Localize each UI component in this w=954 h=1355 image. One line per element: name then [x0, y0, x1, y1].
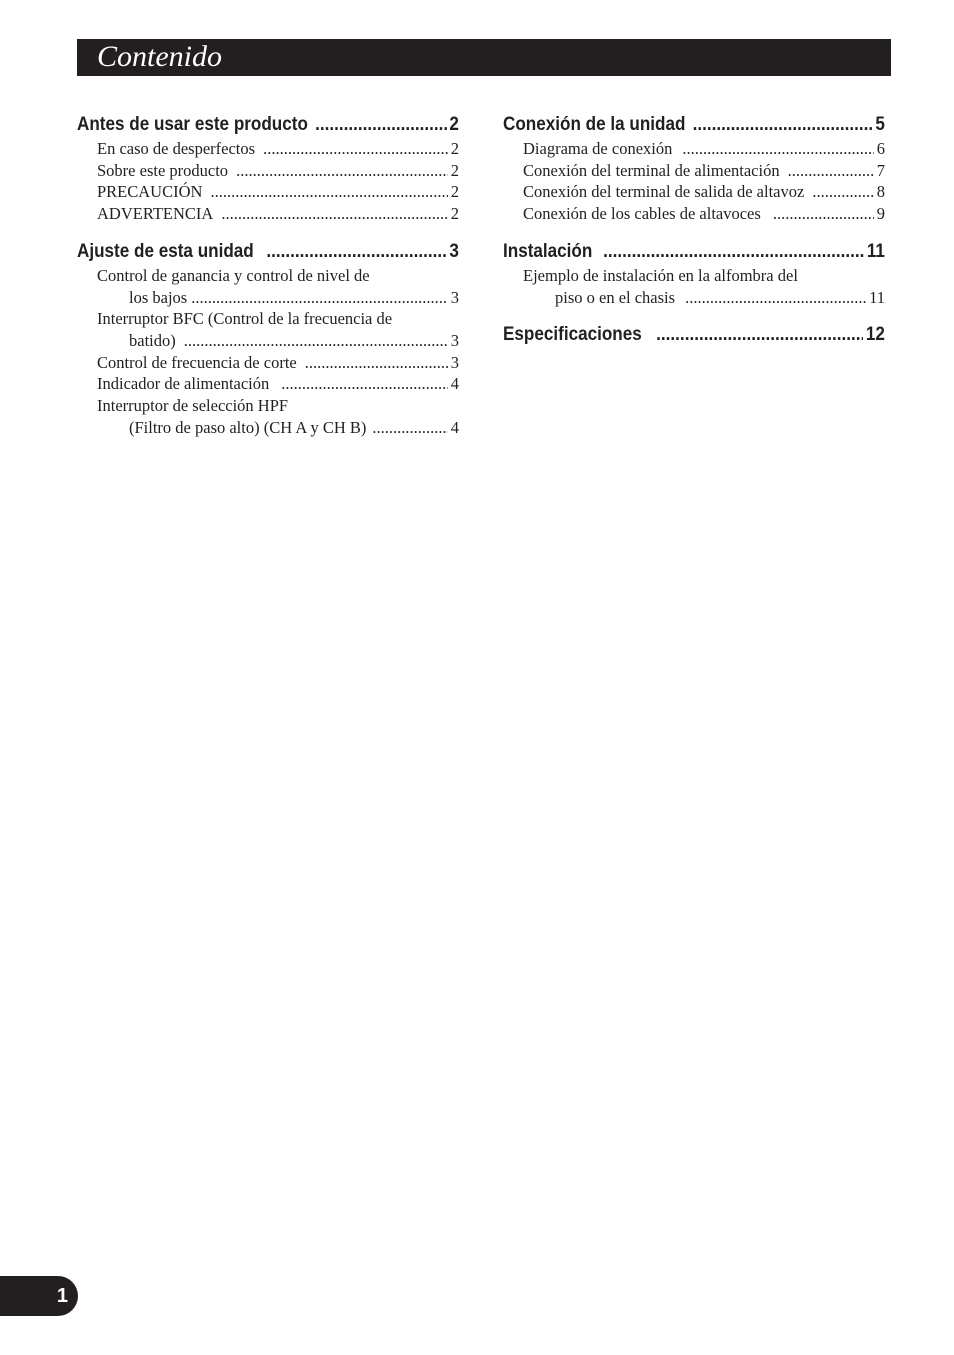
- toc-item-label: Indicador de alimentación: [97, 374, 270, 394]
- toc-item-page: 7: [876, 160, 885, 180]
- toc-item-label-line1: Ejemplo de instalación en la alfombra del: [523, 265, 798, 285]
- toc-heading[interactable]: [503, 322, 885, 348]
- toc-item[interactable]: [77, 203, 459, 225]
- toc-item[interactable]: [77, 352, 459, 374]
- toc-heading[interactable]: [503, 112, 885, 138]
- toc-section: [503, 239, 885, 308]
- toc-item-label: ADVERTENCIA: [97, 204, 214, 224]
- toc-heading-label: Antes de usar este producto: [77, 114, 308, 135]
- toc-heading-page: 12: [865, 324, 885, 346]
- toc-item-label-line1: Interruptor BFC (Control de la frecuencia de: [97, 309, 393, 329]
- toc-item[interactable]: [503, 138, 885, 160]
- toc-item-page: 4: [450, 417, 459, 437]
- toc-section: [77, 112, 459, 225]
- toc-heading[interactable]: [503, 239, 885, 265]
- toc-item-label: batido): [129, 330, 176, 350]
- toc-item-page: 4: [450, 374, 459, 394]
- toc-item[interactable]: [503, 160, 885, 182]
- toc-item[interactable]: [503, 203, 885, 225]
- toc-item-label: Control de frecuencia de corte: [97, 352, 297, 372]
- toc-heading[interactable]: [77, 112, 459, 138]
- toc-item-page: 2: [450, 139, 459, 158]
- toc-column-left: [77, 112, 459, 452]
- toc-item-page: 3: [450, 287, 459, 307]
- toc-item[interactable]: [77, 395, 459, 438]
- page-title: Contenido: [97, 40, 222, 73]
- toc-item-page: 8: [876, 182, 885, 202]
- toc-item[interactable]: [77, 373, 459, 395]
- toc-item-label: Sobre este producto: [97, 160, 229, 180]
- toc-item-page: 9: [876, 204, 885, 224]
- toc-section: [77, 239, 459, 439]
- toc-item-page: 3: [450, 352, 459, 372]
- title-bar: [77, 39, 891, 76]
- page-number-badge: [0, 1276, 78, 1316]
- toc-section: [503, 322, 885, 348]
- toc-heading[interactable]: [77, 239, 459, 265]
- toc-heading-page: 11: [866, 240, 885, 262]
- toc-heading-page: 2: [449, 114, 459, 135]
- toc-item-page: 2: [450, 160, 459, 180]
- toc-item-page: 2: [450, 182, 459, 202]
- page-number: 1: [56, 1285, 68, 1307]
- toc-item-label: (Filtro de paso alto) (CH A y CH B): [129, 417, 367, 437]
- toc-item-label: En caso de desperfectos: [97, 139, 256, 158]
- toc-item-label-line1: Interruptor de selección HPF: [97, 396, 289, 416]
- toc-item-label: Conexión de los cables de altavoces: [523, 204, 761, 224]
- toc-item[interactable]: [77, 138, 459, 160]
- toc-heading-page: 5: [875, 114, 885, 135]
- toc-heading-label: Conexión de la unidad: [503, 114, 686, 135]
- toc-item[interactable]: [503, 265, 885, 308]
- toc-item[interactable]: [77, 181, 459, 203]
- toc-item[interactable]: [77, 160, 459, 182]
- toc-item-page: 3: [450, 330, 459, 350]
- toc-item-label: Conexión del terminal de alimentación: [523, 160, 780, 180]
- toc-item-label: Diagrama de conexión: [523, 139, 673, 158]
- toc-heading-label: Especificaciones: [503, 324, 642, 346]
- toc-item-label-line1: Control de ganancia y control de nivel de: [97, 265, 370, 285]
- toc-item-label: Conexión del terminal de salida de altavoz: [523, 182, 805, 202]
- toc-heading-label: Instalación: [503, 240, 593, 262]
- toc-column-right: [503, 112, 885, 362]
- toc-item-page: 6: [876, 139, 885, 158]
- toc-heading-page: 3: [449, 240, 459, 262]
- toc-item-label: los bajos: [129, 287, 188, 307]
- toc-item-label: PRECAUCIÓN: [97, 182, 203, 202]
- toc-section: [503, 112, 885, 225]
- toc-item-label: piso o en el chasis: [555, 287, 676, 307]
- toc-heading-label: Ajuste de esta unidad: [77, 240, 254, 262]
- toc-item[interactable]: [503, 181, 885, 203]
- toc-item-page: 2: [450, 204, 459, 224]
- toc-item-page: 11: [869, 287, 885, 307]
- toc-item[interactable]: [77, 308, 459, 351]
- toc-item[interactable]: [77, 265, 459, 308]
